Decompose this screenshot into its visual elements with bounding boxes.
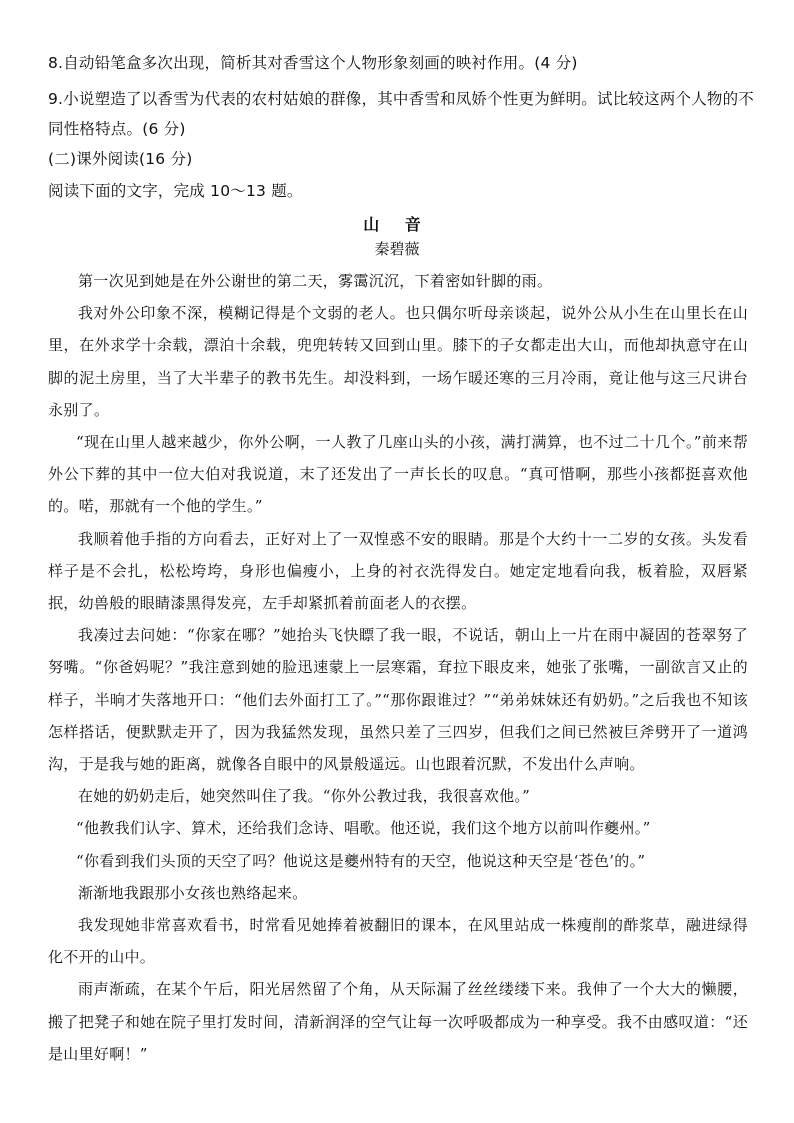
paragraph: 在她的奶奶走后，她突然叫住了我。“你外公教过我，我很喜欢他。” <box>78 787 531 806</box>
reading-instruction: 阅读下面的文字，完成 10～13 题。 <box>48 182 303 200</box>
paragraph: 雨声渐疏，在某个午后，阳光居然留了个角，从天际漏了丝丝缕缕下来。我伸了一个大大的懒腰，搬了把凳子和她在院子里打发时间，清新润泽的空气让每一次呼吸都成为一种享受。我不由感叹道：“还是山里好啊！” <box>48 980 748 1063</box>
paragraph: 我对外公印象不深，模糊记得是个文弱的老人。也只偶尔听母亲谈起，说外公从小生在山里长在山里，在外求学十余载，漂泊十余载，兜兜转转又回到山里。膝下的子女都走出大山，而他却执意守在山脚的泥土房里，当了大半辈子的教书先生。却没料到，一场乍暖还寒的三月冷雨，竟让他与这三尺讲台永别了。 <box>48 304 748 419</box>
question-8: 8.自动铅笔盒多次出现，简析其对香雪这个人物形象刻画的映衬作用。(4 分) <box>48 54 578 72</box>
paragraph: 我顺着他手指的方向看去，正好对上了一双惶惑不安的眼睛。那是个大约十一二岁的女孩。头发看样子是不会扎，松松垮垮，身形也偏瘦小，上身的衬衣洗得发白。她定定地看向我，板着脸，双唇紧抿，幼兽般的眼睛漆黑得发亮，左手却紧抓着前面老人的衣摆。 <box>48 529 748 613</box>
paragraph: “他教我们认字、算术，还给我们念诗、唱歌。他还说，我们这个地方以前叫作夔州。” <box>76 819 651 838</box>
paragraph: 我发现她非常喜欢看书，时常看见她捧着被翻旧的课本，在风里站成一株瘦削的酢浆草，融进绿得化不开的山中。 <box>48 916 748 967</box>
paragraph: “你看到我们头顶的天空了吗？他说这是夔州特有的天空，他说这种天空是‘苍色’的。” <box>76 851 646 870</box>
article-author: 秦碧薇 <box>374 240 420 258</box>
paragraph: 我凑过去问她：“你家在哪？”她抬头飞快瞟了我一眼，不说话，朝山上一片在雨中凝固的苍翠努了努嘴。“你爸妈呢？”我注意到她的脸迅速蒙上一层寒霜，耷拉下眼皮来，她张了张嘴，一副欲言又止的样子，半晌才失落地开口：“他们去外面打工了。”“那你跟谁过？”“弟弟妹妹还有奶奶。”之后我也不知该怎样搭话，便默默走开了，因为我猛然发现，虽然只差了三四岁，但我们之间已然被巨斧劈开了一道鸿沟，于是我与她的距离，就像各自眼中的风景般遥远。山也跟着沉默，不发出什么声响。 <box>48 626 748 774</box>
article-body <box>48 265 748 1070</box>
paragraph: “现在山里人越来越少，你外公啊，一人教了几座山头的小孩，满打满算，也不过二十几个。”前来帮外公下葬的其中一位大伯对我说道，末了还发出了一声长长的叹息。“真可惜啊，那些小孩都挺喜欢他的。喏，那就有一个他的学生。” <box>48 433 748 516</box>
article-title: 山 音 <box>363 215 431 234</box>
paragraph: 第一次见到她是在外公谢世的第二天，雾霭沉沉，下着密如针脚的雨。 <box>78 272 553 290</box>
section-heading: (二)课外阅读(16 分) <box>48 150 193 168</box>
question-9: 9.小说塑造了以香雪为代表的农村姑娘的群像，其中香雪和凤娇个性更为鲜明。试比较这两个人物的不同性格特点。(6 分) <box>48 90 754 138</box>
paragraph: 渐渐地我跟那小女孩也熟络起来。 <box>78 883 308 902</box>
